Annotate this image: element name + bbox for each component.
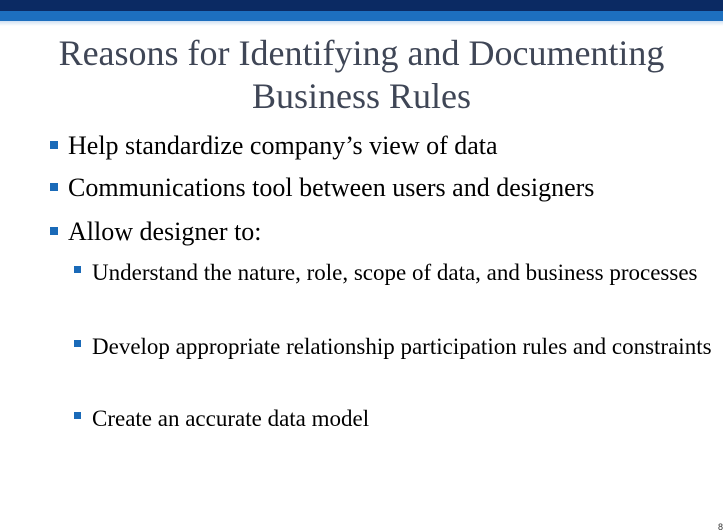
square-bullet-icon [50, 227, 58, 235]
sub-bullet-item [92, 331, 712, 363]
square-bullet-icon [50, 141, 58, 149]
bullet-text: Help standardize company’s view of data [68, 131, 498, 160]
bullet-text: Allow designer to: [68, 217, 262, 246]
bullet-text: Communications tool between users and designers [68, 173, 595, 202]
sub-bullet-item [92, 257, 712, 289]
slide-title-line-2: Business Rules [251, 76, 472, 116]
square-bullet-icon [74, 412, 81, 419]
square-bullet-icon [74, 340, 81, 347]
sub-bullet-text: Understand the nature, role, scope of data, and business processes [92, 260, 698, 285]
slide-title-line-1: Reasons for Identifying and Documenting [58, 33, 665, 73]
bullet-item [68, 172, 594, 204]
slide-number: 8 [717, 522, 723, 532]
square-bullet-icon [74, 266, 81, 273]
bullet-item [68, 216, 262, 248]
square-bullet-icon [50, 183, 58, 191]
sub-bullet-text: Create an accurate data model [92, 406, 370, 431]
bullet-item [68, 130, 498, 162]
sub-bullet-item [92, 403, 712, 435]
sub-bullet-text: Develop appropriate relationship participation rules and constraints [92, 334, 712, 359]
